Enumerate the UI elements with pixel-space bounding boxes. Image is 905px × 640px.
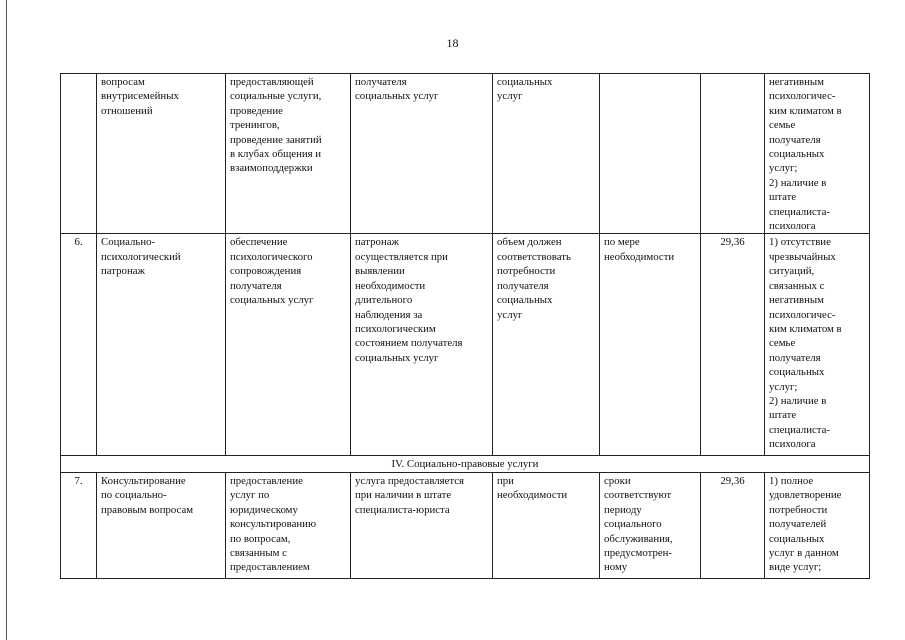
row-number: 6. bbox=[61, 234, 97, 456]
row-number: 7. bbox=[61, 472, 97, 578]
service-name: Консультирование по социально- правовым вопросам bbox=[97, 472, 226, 578]
quality-indicators: 1) отсутствие чрезвычайных ситуаций, связанных с негативным психологичес- ким климатом в семье получателя социальных услуг; 2) наличие в штате специалиста- психолога bbox=[765, 234, 870, 456]
row-number bbox=[61, 74, 97, 234]
service-name: вопросам внутрисемейных отношений bbox=[97, 74, 226, 234]
service-volume: социальных услуг bbox=[493, 74, 600, 234]
quality-indicators: 1) полное удовлетворение потребности получателей социальных услуг в данном виде услуг; bbox=[765, 472, 870, 578]
service-period: по мере необходимости bbox=[600, 234, 701, 456]
service-description: патронаж осуществляется при выявлении необходимости длительного наблюдения за психологическим состоянием получателя социальных услуг bbox=[351, 234, 493, 456]
service-description: получателя социальных услуг bbox=[351, 74, 493, 234]
section-title: IV. Социально-правовые услуги bbox=[61, 456, 870, 472]
table-row bbox=[61, 472, 870, 578]
table-row bbox=[61, 74, 870, 234]
section-header-row bbox=[61, 456, 870, 472]
service-volume: при необходимости bbox=[493, 472, 600, 578]
service-content: предоставляющей социальные услуги, проведение тренингов, проведение занятий в клубах общения и взаимоподдержки bbox=[226, 74, 351, 234]
service-name: Социально- психологический патронаж bbox=[97, 234, 226, 456]
quality-indicators: негативным психологичес- ким климатом в семье получателя социальных услуг; 2) наличие в штате специалиста- психолога bbox=[765, 74, 870, 234]
service-description: услуга предоставляется при наличии в штате специалиста-юриста bbox=[351, 472, 493, 578]
service-period: сроки соответствуют периоду социального обслуживания, предусмотрен- ному bbox=[600, 472, 701, 578]
service-content: предоставление услуг по юридическому консультированию по вопросам, связанным с предоставлением bbox=[226, 472, 351, 578]
service-price bbox=[701, 74, 765, 234]
service-volume: объем должен соответствовать потребности получателя социальных услуг bbox=[493, 234, 600, 456]
service-content: обеспечение психологического сопровождения получателя социальных услуг bbox=[226, 234, 351, 456]
service-price: 29,36 bbox=[701, 234, 765, 456]
table-row bbox=[61, 234, 870, 456]
page-left-edge bbox=[6, 0, 7, 640]
services-table bbox=[60, 73, 870, 579]
page-number: 18 bbox=[446, 36, 459, 50]
service-period bbox=[600, 74, 701, 234]
service-price: 29,36 bbox=[701, 472, 765, 578]
